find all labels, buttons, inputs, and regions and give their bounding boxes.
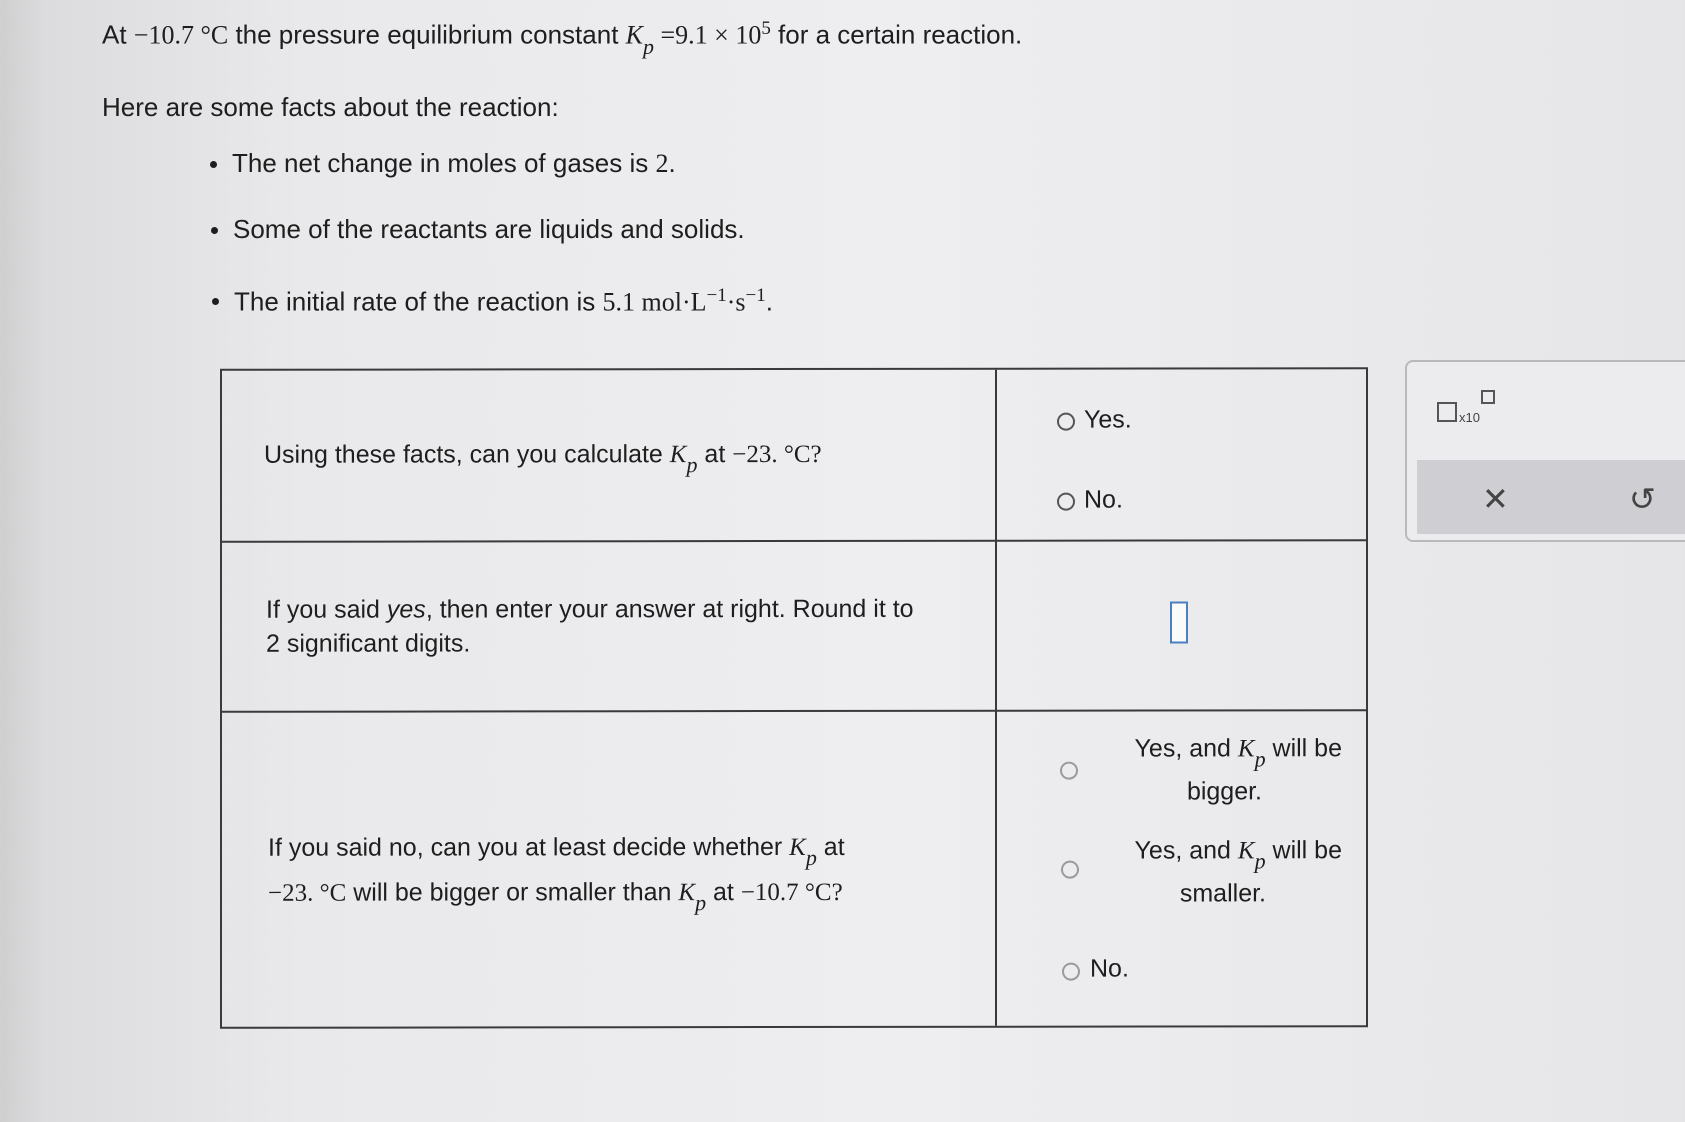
question-text: will be bigger or smaller than	[346, 878, 679, 907]
question-table	[220, 367, 1368, 1029]
table-divider	[222, 539, 1366, 543]
fact-exponent: −1	[706, 285, 727, 306]
kp-subscript: p	[695, 890, 707, 916]
emphasis-text: yes	[386, 595, 426, 624]
temperature-unit: °C	[193, 20, 229, 50]
question-text: at	[706, 878, 741, 907]
option-text: bigger.	[1186, 777, 1262, 806]
kp-subscript: p	[686, 452, 698, 478]
question-bigger-smaller	[268, 825, 845, 916]
option-no-label[interactable]: No.	[1084, 485, 1123, 514]
fact-item	[234, 285, 773, 318]
kp-symbol: K	[678, 879, 696, 907]
fact-text: The net change in moles of gases is	[232, 148, 656, 178]
x10-label: x10	[1459, 410, 1480, 425]
kp-subscript: p	[1254, 746, 1266, 772]
fact-item	[233, 214, 745, 245]
answer-input[interactable]	[1170, 601, 1188, 643]
question-text: at	[816, 832, 845, 861]
table-divider	[222, 709, 1366, 713]
temperature-value: −10.7 °C?	[740, 878, 843, 907]
table-divider	[995, 370, 997, 1026]
radio-bigger[interactable]	[1060, 762, 1078, 780]
temperature-value: −23. °C	[268, 879, 347, 907]
radio-no-change[interactable]	[1062, 963, 1080, 981]
mantissa-box-icon	[1437, 402, 1457, 422]
option-text: Yes, and	[1134, 734, 1238, 763]
fact-text: .	[668, 148, 676, 178]
problem-statement	[102, 18, 1023, 59]
kp-symbol: K	[669, 441, 687, 469]
undo-button[interactable]: ↺	[1629, 481, 1656, 517]
fact-value: 5.1 mol·L	[602, 287, 707, 317]
fact-value: ·s	[726, 287, 746, 317]
facts-intro: Here are some facts about the reaction:	[102, 92, 559, 122]
kp-exponent: 5	[761, 18, 771, 39]
option-text: Yes, and	[1134, 836, 1238, 865]
kp-value: =9.1 × 10	[654, 20, 762, 50]
fact-exponent: −1	[745, 285, 766, 306]
statement-text: the pressure equilibrium constant	[228, 19, 626, 50]
question-enter-answer	[266, 592, 914, 661]
kp-subscript: p	[1254, 848, 1266, 874]
radio-no[interactable]	[1057, 493, 1075, 511]
temperature-value: −10.7	[133, 20, 194, 50]
radio-yes[interactable]	[1057, 413, 1075, 431]
kp-subscript: p	[643, 33, 654, 59]
radio-smaller[interactable]	[1061, 861, 1079, 879]
kp-symbol: K	[1237, 837, 1255, 865]
question-text: If you said no, can you at least decide whether	[268, 833, 790, 862]
option-smaller-label[interactable]	[1102, 829, 1342, 914]
question-text: 2 significant digits.	[266, 629, 471, 658]
fact-value: 2	[655, 149, 669, 178]
statement-text: At	[102, 19, 134, 50]
kp-subscript: p	[805, 844, 817, 870]
kp-symbol: K	[789, 833, 806, 862]
option-text: will be	[1265, 734, 1342, 763]
fact-text: Some of the reactants are liquids and solids.	[233, 214, 745, 244]
statement-text: for a certain reaction.	[770, 19, 1023, 50]
question-text: at	[697, 440, 733, 469]
fact-text: .	[765, 286, 773, 317]
kp-symbol: K	[625, 20, 643, 50]
question-text: , then enter your answer at right. Round it to	[425, 594, 914, 624]
math-tool-panel	[1405, 360, 1685, 542]
temperature-value: −23. °C?	[732, 440, 822, 469]
option-no-label[interactable]: No.	[1090, 954, 1129, 983]
clear-button[interactable]: ✕	[1482, 481, 1509, 517]
option-yes-label[interactable]: Yes.	[1084, 405, 1132, 434]
question-text: Using these facts, can you calculate	[264, 440, 670, 469]
question-text: If you said	[266, 595, 387, 624]
kp-symbol: K	[1237, 735, 1255, 763]
exponent-box-icon	[1481, 390, 1495, 404]
option-text: will be	[1265, 836, 1342, 865]
fact-text: The initial rate of the reaction is	[234, 286, 603, 317]
fact-item	[232, 148, 676, 179]
option-bigger-label[interactable]	[1102, 727, 1342, 812]
tool-action-bar	[1417, 460, 1685, 534]
option-text: smaller.	[1179, 879, 1266, 908]
question-calculate-kp	[264, 437, 822, 478]
